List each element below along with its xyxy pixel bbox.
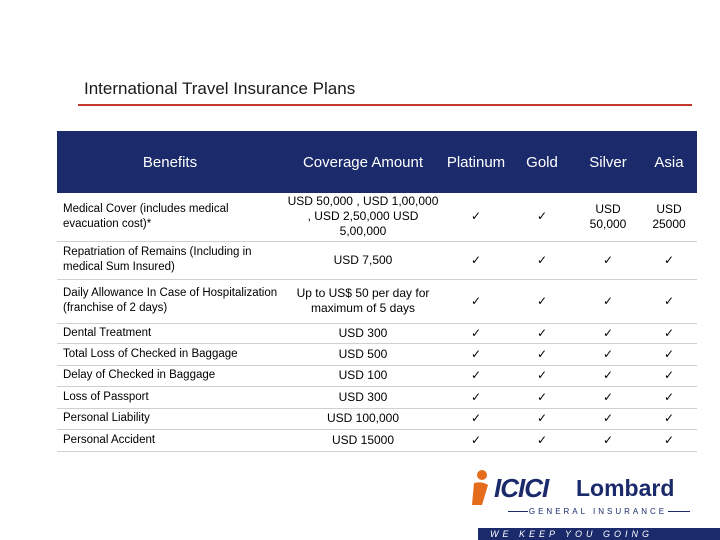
cell-platinum: ✓ bbox=[443, 193, 509, 241]
table-row bbox=[57, 323, 697, 343]
cell-amount: USD 7,500 bbox=[283, 241, 443, 279]
table-row bbox=[57, 241, 697, 279]
cell-silver: ✓ bbox=[575, 343, 641, 365]
header-platinum: Platinum bbox=[443, 131, 509, 193]
cell-platinum: ✓ bbox=[443, 365, 509, 386]
cell-silver: ✓ bbox=[575, 429, 641, 451]
cell-gold: ✓ bbox=[509, 279, 575, 323]
cell-silver: ✓ bbox=[575, 279, 641, 323]
cell-amount: USD 300 bbox=[283, 386, 443, 408]
table-row bbox=[57, 279, 697, 323]
cell-platinum: ✓ bbox=[443, 241, 509, 279]
cell-asia: ✓ bbox=[641, 241, 697, 279]
cell-amount: USD 300 bbox=[283, 323, 443, 343]
title-divider bbox=[78, 104, 692, 106]
table-row bbox=[57, 429, 697, 451]
cell-asia: ✓ bbox=[641, 365, 697, 386]
cell-platinum: ✓ bbox=[443, 386, 509, 408]
cell-benefit: Dental Treatment bbox=[57, 323, 283, 343]
cell-silver: ✓ bbox=[575, 386, 641, 408]
cell-gold: ✓ bbox=[509, 429, 575, 451]
page-title: International Travel Insurance Plans bbox=[84, 79, 356, 98]
table-row bbox=[57, 343, 697, 365]
table-row bbox=[57, 386, 697, 408]
cell-amount: USD 100 bbox=[283, 365, 443, 386]
cell-gold: ✓ bbox=[509, 343, 575, 365]
cell-asia: ✓ bbox=[641, 279, 697, 323]
table-header-row bbox=[57, 131, 697, 193]
cell-platinum: ✓ bbox=[443, 429, 509, 451]
cell-platinum: ✓ bbox=[443, 323, 509, 343]
cell-benefit: Total Loss of Checked in Baggage bbox=[57, 343, 283, 365]
header-coverage-amount: Coverage Amount bbox=[283, 131, 443, 193]
table-row bbox=[57, 408, 697, 429]
cell-gold: ✓ bbox=[509, 323, 575, 343]
cell-silver: ✓ bbox=[575, 408, 641, 429]
logo-brand-second: Lombard bbox=[576, 475, 675, 501]
cell-benefit: Personal Accident bbox=[57, 429, 283, 451]
cell-platinum: ✓ bbox=[443, 279, 509, 323]
cell-benefit: Medical Cover (includes medical evacuation cost)* bbox=[57, 193, 283, 241]
cell-platinum: ✓ bbox=[443, 408, 509, 429]
cell-silver: ✓ bbox=[575, 241, 641, 279]
header-asia: Asia bbox=[641, 131, 697, 193]
table-row bbox=[57, 193, 697, 241]
cell-asia: ✓ bbox=[641, 323, 697, 343]
cell-asia: ✓ bbox=[641, 386, 697, 408]
cell-benefit: Daily Allowance In Case of Hospitalization (franchise of 2 days) bbox=[57, 279, 283, 323]
cell-amount: USD 50,000 , USD 1,00,000 , USD 2,50,000 USD 5,00,000 bbox=[283, 193, 443, 241]
logo-brand: ICICI bbox=[494, 473, 549, 503]
cell-asia: ✓ bbox=[641, 429, 697, 451]
table-row bbox=[57, 365, 697, 386]
icici-lombard-logo bbox=[468, 467, 694, 535]
cell-gold: ✓ bbox=[509, 386, 575, 408]
cell-asia: ✓ bbox=[641, 408, 697, 429]
tagline-bar: WE KEEP YOU GOING bbox=[478, 528, 720, 540]
cell-silver: ✓ bbox=[575, 365, 641, 386]
cell-platinum: ✓ bbox=[443, 343, 509, 365]
plans-table bbox=[57, 131, 697, 452]
cell-amount: USD 100,000 bbox=[283, 408, 443, 429]
cell-silver: ✓ bbox=[575, 323, 641, 343]
cell-amount: USD 15000 bbox=[283, 429, 443, 451]
cell-benefit: Delay of Checked in Baggage bbox=[57, 365, 283, 386]
cell-benefit: Personal Liability bbox=[57, 408, 283, 429]
cell-gold: ✓ bbox=[509, 408, 575, 429]
cell-gold: ✓ bbox=[509, 241, 575, 279]
header-gold: Gold bbox=[509, 131, 575, 193]
cell-asia: ✓ bbox=[641, 343, 697, 365]
cell-asia: USD 25000 bbox=[641, 193, 697, 241]
cell-benefit: Repatriation of Remains (Including in medical Sum Insured) bbox=[57, 241, 283, 279]
cell-benefit: Loss of Passport bbox=[57, 386, 283, 408]
cell-amount: USD 500 bbox=[283, 343, 443, 365]
cell-gold: ✓ bbox=[509, 365, 575, 386]
cell-gold: ✓ bbox=[509, 193, 575, 241]
cell-amount: Up to US$ 50 per day for maximum of 5 days bbox=[283, 279, 443, 323]
cell-silver: USD 50,000 bbox=[575, 193, 641, 241]
logo-subtitle: GENERAL INSURANCE bbox=[528, 507, 668, 516]
header-silver: Silver bbox=[575, 131, 641, 193]
header-benefits: Benefits bbox=[57, 131, 283, 193]
